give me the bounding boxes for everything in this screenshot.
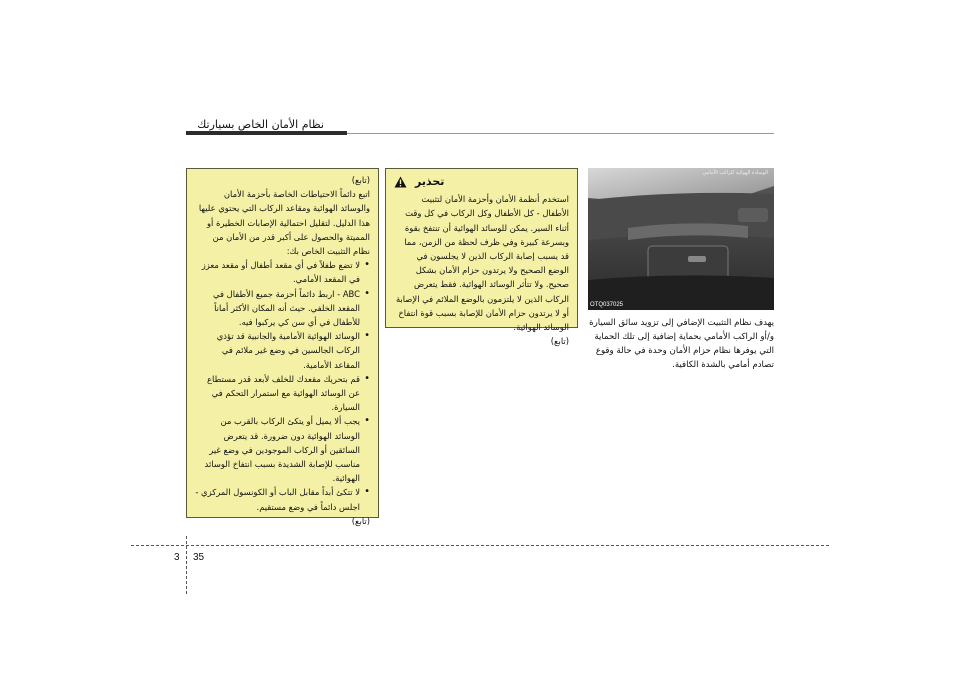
info-intro: اتبع دائماً الاحتياطات الخاصة بأحزمة الأمان والوسائد الهوائية ومقاعد الركاب التي يحتوي عليها هذا الدليل. لتقليل احتمالية الإصابات الخطيرة أو المميتة والحصول على أكبر قدر من الأمان من نظام التثبيت الخاص بك: — [198, 189, 370, 257]
footer-divider — [131, 545, 829, 546]
info-bullet: • الوسائد الهوائية الأمامية والجانبية قد تؤذي الركاب الجالسين في وضع غير ملائم في المقاعد الأمامية. — [195, 329, 370, 372]
warning-header — [394, 175, 569, 189]
header-rule-accent — [186, 131, 347, 135]
dashboard-illustration — [588, 168, 774, 310]
info-bullet: • قم بتحريك مقعدك للخلف لأبعد قدر مستطاع عن الوسائد الهوائية مع استمرار التحكم في السيارة. — [195, 372, 370, 415]
info-bullet: • لا تتكئ أبداً مقابل الباب أو الكونسول المركزي - اجلس دائماً في وضع مستقيم. — [195, 485, 370, 513]
warning-title: تحذير — [415, 175, 445, 188]
footer-vertical-divider — [186, 536, 187, 594]
info-bullet: • لا تضع طفلاً في أي مقعد أطفال أو مقعد معزز في المقعد الأمامي. — [195, 258, 370, 286]
section-number: 3 — [174, 552, 180, 563]
header-rule — [347, 133, 774, 134]
info-bullet-list — [195, 258, 370, 514]
warning-continued: (تابع) — [550, 336, 569, 347]
warning-triangle-icon — [394, 176, 407, 188]
body-paragraph: يهدف نظام التثبيت الإضافي إلى تزويد سائق السيارة و/أو الراكب الأمامي بحماية إضافية إلى تلك الحماية التي يوفرها نظام حزام الأمان وحدة في حالة وقوع تصادم أمامي بالشدة الكافية. — [589, 318, 774, 370]
info-bullet: • يجب ألا يميل أو يتكئ الركاب بالقرب من الوسائد الهوائية دون ضرورة. قد يتعرض السائقين أو الركاب الموجودين في وضع غير مناسب للإصابة الشديدة بسبب انتفاخ الوسائد الهوائية. — [195, 414, 370, 485]
photo-code: OTQ037025 — [590, 302, 624, 308]
warning-body: استخدم أنظمة الأمان وأحزمة الأمان لتثبيت الأطفال - كل الأطفال وكل الركاب في كل وقت أثناء السير. يمكن للوسائد الهوائية أن تنتفخ بقوة وبسرعة كبيرة وفي ظرف لحظة من الزمن، مما قد يسبب إصابة الركاب الذين لا يجلسون في الوضع الصحيح ولا يرتدون حزام الأمان بشكل صحيح. ولا تتأثر الوسائد الهوائية. فقط يتعرض الركاب الذين لا يلتزمون بالوضع الملائم في الإصابة أو لا يرتدون حزام الأمان للإصابة بسبب قوة انتفاخ الوسائد الهوائية. — [395, 194, 569, 333]
info-continued-header: (تابع) — [351, 175, 370, 185]
page-header-title: نظام الأمان الخاص بسيارتك — [197, 118, 324, 131]
info-continued: (تابع) — [351, 515, 370, 526]
photo-caption: الوسادة الهوائية للراكب الأمامي — [702, 170, 768, 176]
info-box — [186, 168, 379, 526]
page-number: 35 — [193, 552, 205, 563]
warning-box — [385, 168, 578, 347]
info-bullet: • ABC - اربط دائماً أحزمة جميع الأطفال في المقعد الخلفي. حيث أنه المكان الأكثر أماناً للأطفال في أي سن كي يركبوا فيه. — [195, 287, 370, 330]
airbag-dashboard-photo — [588, 168, 774, 310]
